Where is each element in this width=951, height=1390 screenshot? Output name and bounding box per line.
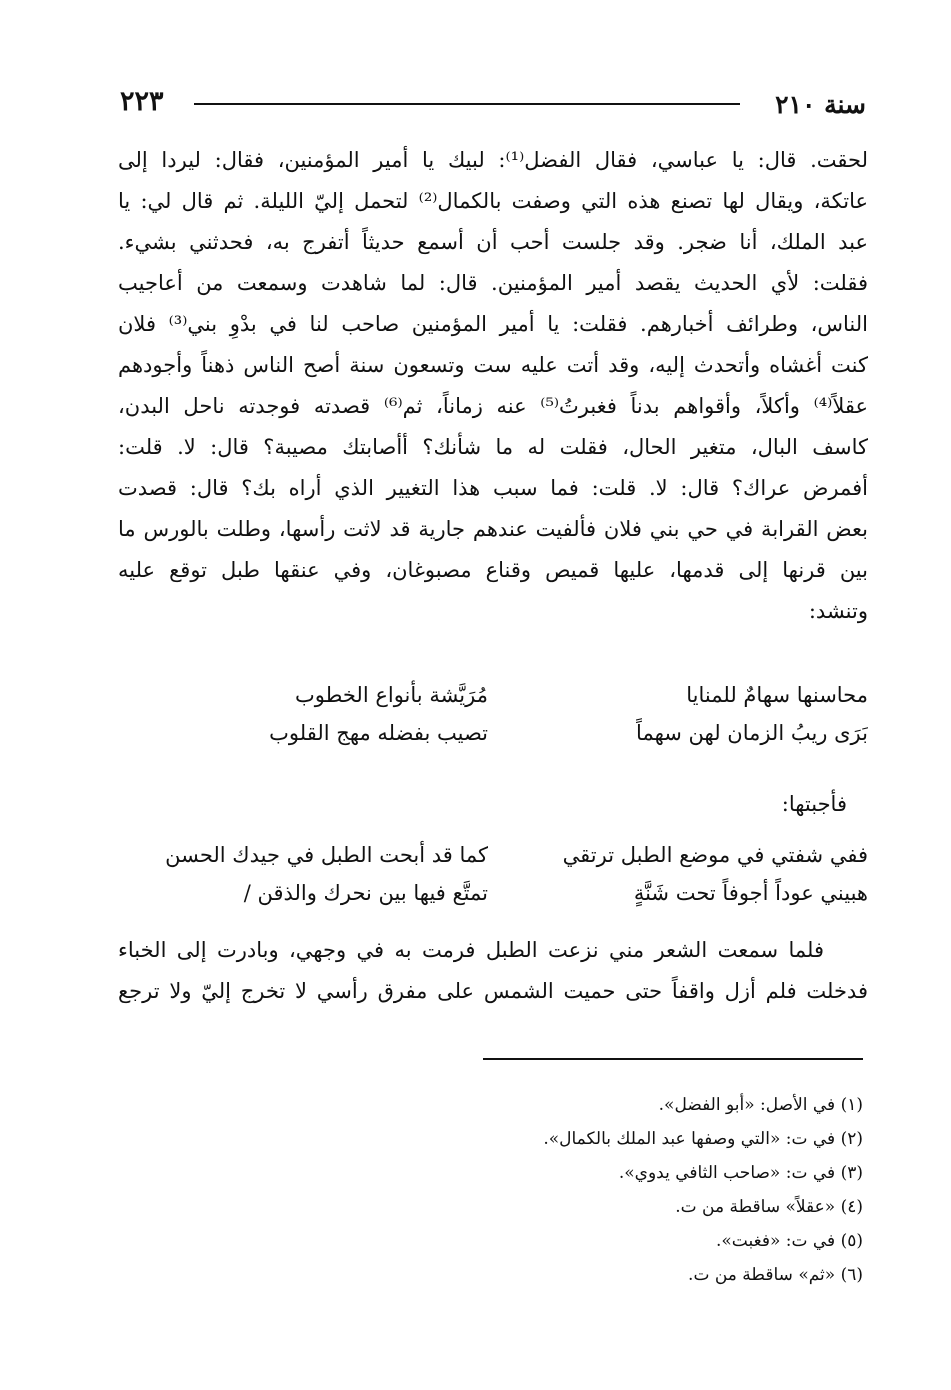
body-line: لحقت. قال: يا عباسي، فقال الفضل⁽¹⁾: لبيك يا أمير المؤمنين، فقال: ليردا إلى — [118, 148, 868, 172]
body-paragraph — [118, 140, 868, 632]
poem-verse — [118, 874, 868, 912]
footnote: (٢) في ت: «التي وصفها عبد الملك بالكمال». — [543, 1129, 863, 1149]
footnote-rule — [483, 1058, 863, 1060]
footnote: (٣) في ت: «صاحب الثافي يدوي». — [618, 1163, 863, 1183]
body-line: عبد الملك، أنا ضجر. وقد جلست أحب أن أسمع حديثاً أتفرج به، فحدثني بشيء. — [118, 230, 868, 254]
verse-first-hemistich: بَرَى ريبُ الزمان لهن سهماً — [636, 721, 868, 745]
footnote: (١) في الأصل: «أبو الفضل». — [658, 1095, 863, 1115]
body-line: بين قرنها إلى قدمها، عليها قميص وقناع مصبوغان، وفي عنقها طبل توقع عليه — [118, 558, 868, 582]
verse-second-hemistich: تصيب بفضله مهج القلوب — [269, 721, 488, 745]
body-line: عقلاً⁽⁴⁾ وأكلاً، وأقواهم بدناً فغبرتُ⁽⁵⁾ عنه زماناً، ثم⁽⁶⁾ قصدته فوجدته ناحل البدن، — [118, 394, 868, 418]
body-line: فلما سمعت الشعر مني نزعت الطبل فرمت به في وجهي، وبادرت إلى الخباء — [118, 938, 824, 962]
verse-second-hemistich: تمتَّع فيها بين نحرك والذقن / — [243, 881, 488, 905]
body-line: الناس، وطرائف أخبارهم. فقلت: يا أمير المؤمنين صاحب لنا في بدْوِ بني⁽³⁾ فلان — [118, 312, 868, 336]
closing-paragraph — [118, 930, 868, 1012]
body-line: كنت أغشاه وأتحدث إليه، وقد أتت عليه ست وتسعون سنة أصح الناس ذهناً وأجودهم — [118, 353, 868, 377]
body-line: كاسف البال، متغير الحال، فقلت له ما شأنك؟ أأصابتك مصيبة؟ قال: لا. قلت: — [118, 435, 868, 459]
poem-verse — [118, 676, 868, 714]
body-line: وتنشد: — [808, 599, 868, 623]
body-line: بعض القرابة في حي بني فلان فألفيت عندهم جارية قد لاثت رأسها، وطلت بالورس ما — [118, 517, 868, 541]
footnote: (٥) في ت: «فغبت». — [715, 1231, 863, 1251]
poem-block-two — [118, 836, 868, 912]
verse-second-hemistich: مُرَيَّشة بأنواع الخطوب — [295, 683, 488, 707]
verse-second-hemistich: كما قد أبحت الطبل في جيدك الحسن — [165, 843, 488, 867]
body-line: فدخلت فلم أزل واقفاً حتى حميت الشمس على مفرق رأسي لا تخرج إليّ ولا ترجع — [118, 979, 868, 1003]
body-line: فقلت: لأي الحديث يقصد أمير المؤمنين. قال: لما شاهدت وسمعت من أعاجيب — [118, 271, 868, 295]
reply-intro: فأجبتها: — [781, 792, 847, 816]
body-line: أفمرض عراك؟ قال: لا. قلت: فما سبب هذا التغيير الذي أراه بك؟ قال: قصدت — [118, 476, 868, 500]
footnote: (٤) «عقلاً» ساقطة من ت. — [675, 1197, 863, 1217]
verse-first-hemistich: محاسنها سهامٌ للمنايا — [686, 683, 868, 707]
verse-first-hemistich: هبيني عوداً أجوفاً تحت شَنَّةٍ — [633, 881, 868, 905]
poem-block-one — [118, 676, 868, 752]
body-line: عاتكة، ويقال لها تصنع هذه التي وصفت بالكمال⁽²⁾ لتحمل إليّ الليلة. ثم قال لي: يا — [118, 189, 868, 213]
footnotes — [363, 1088, 863, 1292]
page-header — [118, 86, 868, 126]
poem-verse — [118, 714, 868, 752]
poem-verse — [118, 836, 868, 874]
footnote: (٦) «ثم» ساقطة من ت. — [688, 1265, 863, 1285]
header-rule — [194, 103, 740, 105]
page-number: ٢٢٣ — [120, 86, 164, 117]
running-head-year: سنة ٢١٠ — [775, 90, 866, 119]
verse-first-hemistich: ففي شفتي في موضع الطبل ترتقي — [562, 843, 868, 867]
